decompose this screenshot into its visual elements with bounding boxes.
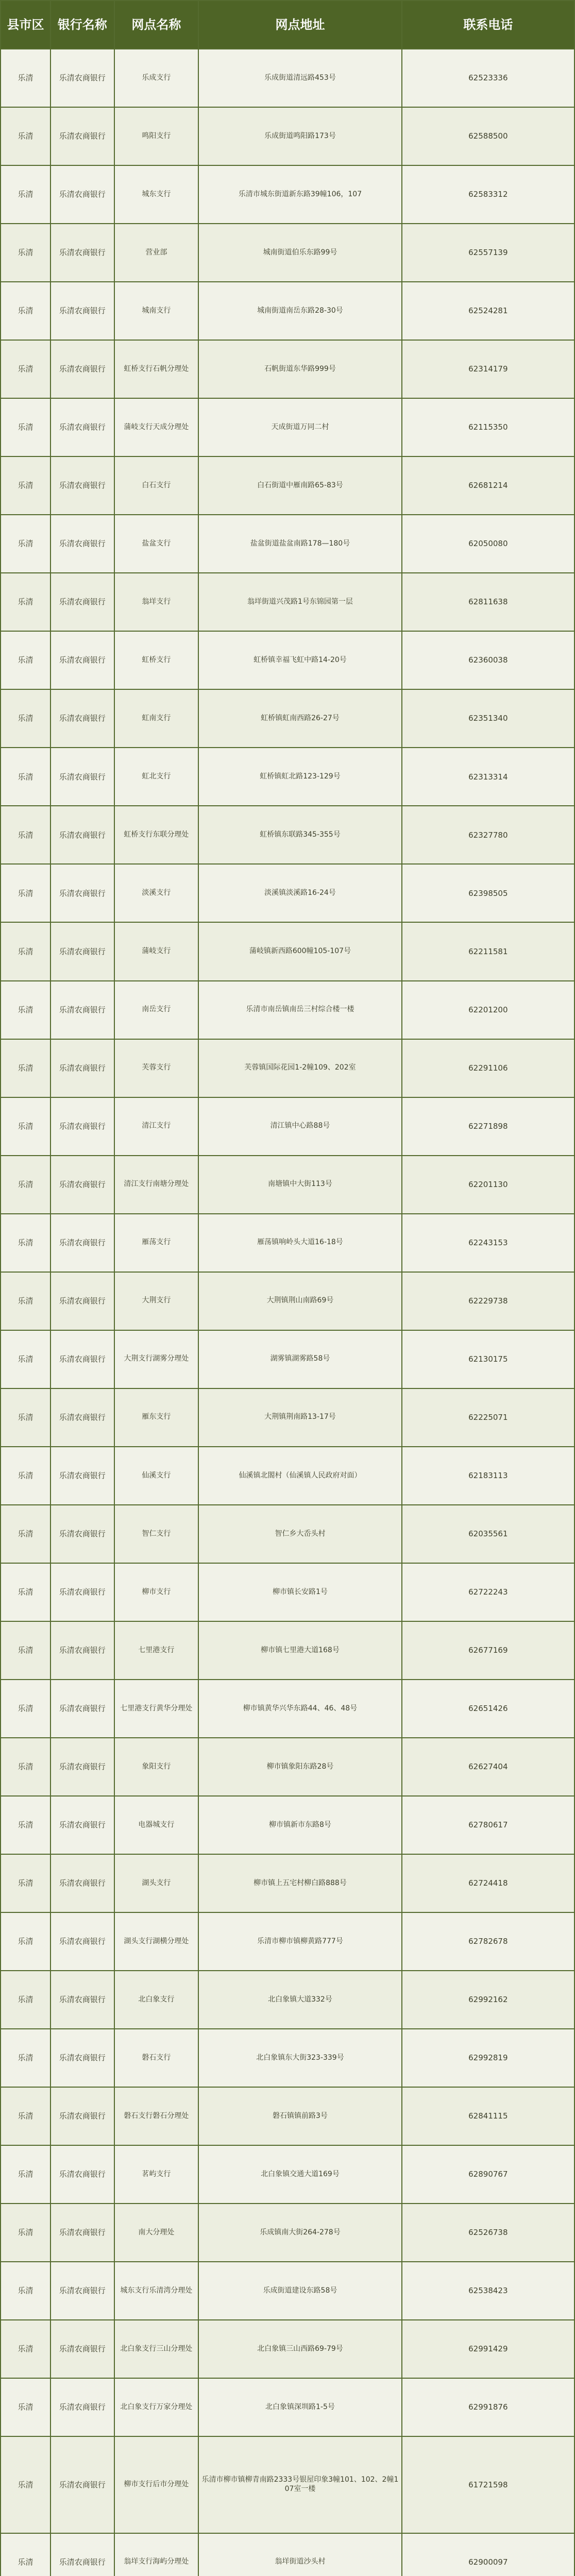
table-row <box>1 2145 574 2204</box>
cell-county: 乐清 <box>1 1039 50 1097</box>
cell-county: 乐清 <box>1 1447 50 1505</box>
cell-phone: 62991429 <box>402 2320 574 2378</box>
cell-branch: 北白象支行 <box>114 1971 199 2029</box>
table-header-row <box>1 1 574 49</box>
cell-bank: 乐清农商银行 <box>50 1214 114 1272</box>
cell-bank: 乐清农商银行 <box>50 2320 114 2378</box>
cell-branch: 电器城支行 <box>114 1796 199 1854</box>
table-row <box>1 282 574 340</box>
cell-county: 乐清 <box>1 1272 50 1330</box>
cell-county: 乐清 <box>1 2262 50 2320</box>
table-row <box>1 1854 574 1912</box>
table-row <box>1 2262 574 2320</box>
cell-county: 乐清 <box>1 1621 50 1680</box>
cell-address: 乐清市柳市镇柳黄路777号 <box>198 1912 401 1971</box>
cell-address: 城南街道伯乐东路99号 <box>198 224 401 282</box>
cell-address: 智仁乡大岙头村 <box>198 1505 401 1563</box>
table-row <box>1 1272 574 1330</box>
cell-bank: 乐清农商银行 <box>50 1563 114 1621</box>
cell-county: 乐清 <box>1 107 50 165</box>
table-row <box>1 1796 574 1854</box>
table-row <box>1 573 574 631</box>
cell-county: 乐清 <box>1 1680 50 1738</box>
cell-county: 乐清 <box>1 1505 50 1563</box>
cell-address: 芙蓉镇国际花园1-2幢109、202室 <box>198 1039 401 1097</box>
cell-address: 柳市镇上五宅村柳白路888号 <box>198 1854 401 1912</box>
cell-county: 乐清 <box>1 2204 50 2262</box>
cell-county: 乐清 <box>1 1388 50 1447</box>
cell-county: 乐清 <box>1 2029 50 2087</box>
header-address: 网点地址 <box>198 1 401 49</box>
cell-bank: 乐清农商银行 <box>50 2087 114 2145</box>
cell-phone: 62523336 <box>402 49 574 107</box>
cell-bank: 乐清农商银行 <box>50 1447 114 1505</box>
cell-bank: 乐清农商银行 <box>50 2378 114 2436</box>
cell-phone: 62991876 <box>402 2378 574 2436</box>
cell-branch: 大荆支行湖雾分理处 <box>114 1330 199 1388</box>
header-county: 县市区 <box>1 1 50 49</box>
cell-phone: 62841115 <box>402 2087 574 2145</box>
cell-phone: 62314179 <box>402 340 574 398</box>
cell-branch: 柳市支行 <box>114 1563 199 1621</box>
cell-bank: 乐清农商银行 <box>50 981 114 1039</box>
cell-bank: 乐清农商银行 <box>50 1505 114 1563</box>
cell-phone: 62035561 <box>402 1505 574 1563</box>
cell-county: 乐清 <box>1 2145 50 2204</box>
cell-phone: 62992819 <box>402 2029 574 2087</box>
cell-address: 乐成街道鸣阳路173号 <box>198 107 401 165</box>
cell-phone: 62351340 <box>402 689 574 748</box>
cell-phone: 62398505 <box>402 864 574 922</box>
cell-phone: 62183113 <box>402 1447 574 1505</box>
cell-county: 乐清 <box>1 49 50 107</box>
cell-branch: 智仁支行 <box>114 1505 199 1563</box>
cell-phone: 62538423 <box>402 2262 574 2320</box>
cell-county: 乐清 <box>1 922 50 980</box>
cell-address: 柳市镇七里港大道168号 <box>198 1621 401 1680</box>
cell-county: 乐清 <box>1 282 50 340</box>
cell-bank: 乐清农商银行 <box>50 1097 114 1156</box>
cell-address: 北白象镇大道332号 <box>198 1971 401 2029</box>
cell-address: 南塘镇中大街113号 <box>198 1156 401 1214</box>
cell-address: 乐清市柳市镇柳青南路2333号银屋印象3幢101、102、2幢107室一楼 <box>198 2436 401 2533</box>
cell-county: 乐清 <box>1 2533 50 2576</box>
table-row <box>1 456 574 515</box>
cell-address: 虹桥镇幸福飞虹中路14-20号 <box>198 631 401 689</box>
cell-county: 乐清 <box>1 748 50 806</box>
cell-branch: 白石支行 <box>114 456 199 515</box>
cell-phone: 62271898 <box>402 1097 574 1156</box>
cell-county: 乐清 <box>1 1796 50 1854</box>
cell-bank: 乐清农商银行 <box>50 1156 114 1214</box>
cell-branch: 城东支行乐清湾分理处 <box>114 2262 199 2320</box>
cell-branch: 城南支行 <box>114 282 199 340</box>
cell-branch: 磐石支行磐石分理处 <box>114 2087 199 2145</box>
cell-phone: 62583312 <box>402 165 574 224</box>
cell-county: 乐清 <box>1 2378 50 2436</box>
table-row <box>1 1330 574 1388</box>
cell-branch: 象阳支行 <box>114 1738 199 1796</box>
cell-phone: 62130175 <box>402 1330 574 1388</box>
cell-branch: 南岳支行 <box>114 981 199 1039</box>
cell-address: 乐成街道清远路453号 <box>198 49 401 107</box>
cell-county: 乐清 <box>1 165 50 224</box>
cell-county: 乐清 <box>1 1738 50 1796</box>
cell-bank: 乐清农商银行 <box>50 864 114 922</box>
cell-phone: 62992162 <box>402 1971 574 2029</box>
cell-branch: 翁垟支行海屿分理处 <box>114 2533 199 2576</box>
cell-branch: 雁荡支行 <box>114 1214 199 1272</box>
table-row <box>1 1971 574 2029</box>
cell-address: 大荆镇荆南路13-17号 <box>198 1388 401 1447</box>
cell-branch: 湖头支行湖横分理处 <box>114 1912 199 1971</box>
cell-address: 乐清市城东街道新东路39幢106，107 <box>198 165 401 224</box>
cell-address: 翁垟街道兴茂路1号东锦园第一层 <box>198 573 401 631</box>
cell-address: 北白象镇交通大道169号 <box>198 2145 401 2204</box>
cell-address: 虹桥镇虹南西路26-27号 <box>198 689 401 748</box>
header-branch: 网点名称 <box>114 1 199 49</box>
cell-phone: 62291106 <box>402 1039 574 1097</box>
table-row <box>1 107 574 165</box>
cell-address: 翁垟街道沙头村 <box>198 2533 401 2576</box>
cell-branch: 虹桥支行东联分理处 <box>114 806 199 864</box>
cell-bank: 乐清农商银行 <box>50 1796 114 1854</box>
cell-address: 城南街道南岳东路28-30号 <box>198 282 401 340</box>
cell-phone: 62201200 <box>402 981 574 1039</box>
cell-county: 乐清 <box>1 2087 50 2145</box>
cell-address: 乐清市南岳镇南岳三村综合楼一楼 <box>198 981 401 1039</box>
table-row <box>1 49 574 107</box>
cell-address: 乐成街道建设东路58号 <box>198 2262 401 2320</box>
cell-branch: 虹桥支行石帆分理处 <box>114 340 199 398</box>
cell-bank: 乐清农商银行 <box>50 2145 114 2204</box>
cell-county: 乐清 <box>1 631 50 689</box>
cell-county: 乐清 <box>1 1971 50 2029</box>
cell-phone: 62588500 <box>402 107 574 165</box>
cell-bank: 乐清农商银行 <box>50 2029 114 2087</box>
cell-address: 柳市镇长安路1号 <box>198 1563 401 1621</box>
cell-bank: 乐清农商银行 <box>50 1680 114 1738</box>
cell-address: 乐成镇南大街264-278号 <box>198 2204 401 2262</box>
cell-address: 大荆镇荆山南路69号 <box>198 1272 401 1330</box>
cell-bank: 乐清农商银行 <box>50 340 114 398</box>
cell-phone: 62327780 <box>402 806 574 864</box>
table-row <box>1 1097 574 1156</box>
cell-county: 乐清 <box>1 1214 50 1272</box>
cell-county: 乐清 <box>1 981 50 1039</box>
cell-county: 乐清 <box>1 515 50 573</box>
cell-county: 乐清 <box>1 864 50 922</box>
table-row <box>1 1680 574 1738</box>
cell-county: 乐清 <box>1 1330 50 1388</box>
cell-phone: 62524281 <box>402 282 574 340</box>
table-row <box>1 1388 574 1447</box>
cell-bank: 乐清农商银行 <box>50 1330 114 1388</box>
cell-branch: 虹北支行 <box>114 748 199 806</box>
table-row <box>1 224 574 282</box>
cell-branch: 虹南支行 <box>114 689 199 748</box>
cell-bank: 乐清农商银行 <box>50 224 114 282</box>
cell-county: 乐清 <box>1 806 50 864</box>
table-row <box>1 1447 574 1505</box>
table-row <box>1 864 574 922</box>
cell-address: 湖雾镇湖雾路58号 <box>198 1330 401 1388</box>
cell-bank: 乐清农商银行 <box>50 1854 114 1912</box>
table-row <box>1 1505 574 1563</box>
cell-bank: 乐清农商银行 <box>50 1621 114 1680</box>
cell-branch: 翁垟支行 <box>114 573 199 631</box>
cell-county: 乐清 <box>1 2320 50 2378</box>
table-row <box>1 398 574 456</box>
cell-branch: 大荆支行 <box>114 1272 199 1330</box>
cell-branch: 盐盆支行 <box>114 515 199 573</box>
cell-bank: 乐清农商银行 <box>50 1912 114 1971</box>
cell-branch: 柳市支行后市分理处 <box>114 2436 199 2533</box>
cell-bank: 乐清农商银行 <box>50 1039 114 1097</box>
cell-county: 乐清 <box>1 1156 50 1214</box>
cell-county: 乐清 <box>1 1912 50 1971</box>
cell-bank: 乐清农商银行 <box>50 107 114 165</box>
cell-address: 石帆街道东华路999号 <box>198 340 401 398</box>
table-row <box>1 689 574 748</box>
cell-phone: 62782678 <box>402 1912 574 1971</box>
table-row <box>1 981 574 1039</box>
cell-county: 乐清 <box>1 2436 50 2533</box>
cell-phone: 62627404 <box>402 1738 574 1796</box>
cell-address: 淡溪镇淡溪路16-24号 <box>198 864 401 922</box>
cell-bank: 乐清农商银行 <box>50 1738 114 1796</box>
table-row <box>1 515 574 573</box>
cell-branch: 清江支行南塘分理处 <box>114 1156 199 1214</box>
table-row <box>1 2436 574 2533</box>
cell-address: 虹桥镇虹北路123-129号 <box>198 748 401 806</box>
table-body <box>1 49 574 2576</box>
cell-bank: 乐清农商银行 <box>50 165 114 224</box>
cell-branch: 雁东支行 <box>114 1388 199 1447</box>
table-row <box>1 1214 574 1272</box>
cell-address: 磐石镇镇前路3号 <box>198 2087 401 2145</box>
cell-bank: 乐清农商银行 <box>50 2533 114 2576</box>
table-row <box>1 165 574 224</box>
cell-bank: 乐清农商银行 <box>50 748 114 806</box>
cell-branch: 蒲岐支行 <box>114 922 199 980</box>
cell-phone: 62050080 <box>402 515 574 573</box>
header-phone: 联系电话 <box>402 1 574 49</box>
cell-address: 清江镇中心路88号 <box>198 1097 401 1156</box>
cell-address: 北白象镇三山西路69-79号 <box>198 2320 401 2378</box>
cell-county: 乐清 <box>1 1097 50 1156</box>
cell-branch: 清江支行 <box>114 1097 199 1156</box>
cell-bank: 乐清农商银行 <box>50 689 114 748</box>
cell-bank: 乐清农商银行 <box>50 922 114 980</box>
cell-branch: 营业部 <box>114 224 199 282</box>
cell-phone: 62229738 <box>402 1272 574 1330</box>
cell-phone: 62724418 <box>402 1854 574 1912</box>
table-row <box>1 748 574 806</box>
table-row <box>1 1039 574 1097</box>
cell-address: 虹桥镇东联路345-355号 <box>198 806 401 864</box>
cell-phone: 62313314 <box>402 748 574 806</box>
cell-bank: 乐清农商银行 <box>50 49 114 107</box>
cell-branch: 城东支行 <box>114 165 199 224</box>
cell-county: 乐清 <box>1 456 50 515</box>
cell-county: 乐清 <box>1 224 50 282</box>
cell-branch: 蒲岐支行天成分理处 <box>114 398 199 456</box>
cell-phone: 62900097 <box>402 2533 574 2576</box>
cell-address: 仙溪镇北閤村（仙溪镇人民政府对面） <box>198 1447 401 1505</box>
cell-branch: 仙溪支行 <box>114 1447 199 1505</box>
cell-phone: 62681214 <box>402 456 574 515</box>
cell-county: 乐清 <box>1 573 50 631</box>
cell-address: 雁荡镇响岭头大道16-18号 <box>198 1214 401 1272</box>
table-row <box>1 922 574 980</box>
cell-branch: 湖头支行 <box>114 1854 199 1912</box>
cell-phone: 62225071 <box>402 1388 574 1447</box>
table-row <box>1 2533 574 2576</box>
cell-branch: 芙蓉支行 <box>114 1039 199 1097</box>
cell-branch: 七里港支行黄华分理处 <box>114 1680 199 1738</box>
cell-bank: 乐清农商银行 <box>50 573 114 631</box>
cell-bank: 乐清农商银行 <box>50 2204 114 2262</box>
cell-county: 乐清 <box>1 1854 50 1912</box>
table-row <box>1 2378 574 2436</box>
cell-address: 白石街道中雁南路65-83号 <box>198 456 401 515</box>
header-bank: 银行名称 <box>50 1 114 49</box>
table-row <box>1 2204 574 2262</box>
table-row <box>1 1156 574 1214</box>
table-row <box>1 1738 574 1796</box>
table-row <box>1 340 574 398</box>
cell-bank: 乐清农商银行 <box>50 806 114 864</box>
cell-branch: 鸣阳支行 <box>114 107 199 165</box>
cell-branch: 乐成支行 <box>114 49 199 107</box>
cell-phone: 62526738 <box>402 2204 574 2262</box>
cell-phone: 62243153 <box>402 1214 574 1272</box>
cell-phone: 62651426 <box>402 1680 574 1738</box>
cell-phone: 62677169 <box>402 1621 574 1680</box>
cell-bank: 乐清农商银行 <box>50 631 114 689</box>
cell-bank: 乐清农商银行 <box>50 398 114 456</box>
table-row <box>1 631 574 689</box>
cell-phone: 62201130 <box>402 1156 574 1214</box>
cell-branch: 茗屿支行 <box>114 2145 199 2204</box>
cell-branch: 虹桥支行 <box>114 631 199 689</box>
cell-phone: 62557139 <box>402 224 574 282</box>
cell-branch: 北白象支行万家分理处 <box>114 2378 199 2436</box>
cell-county: 乐清 <box>1 398 50 456</box>
cell-address: 北白象镇东大街323-339号 <box>198 2029 401 2087</box>
cell-branch: 磐石支行 <box>114 2029 199 2087</box>
table-row <box>1 2320 574 2378</box>
cell-address: 柳市镇新市东路8号 <box>198 1796 401 1854</box>
table-row <box>1 1621 574 1680</box>
cell-branch: 七里港支行 <box>114 1621 199 1680</box>
cell-county: 乐清 <box>1 1563 50 1621</box>
table-row <box>1 1563 574 1621</box>
cell-address: 天成街道万同二村 <box>198 398 401 456</box>
cell-phone: 62211581 <box>402 922 574 980</box>
table-row <box>1 806 574 864</box>
cell-branch: 南大分理处 <box>114 2204 199 2262</box>
cell-phone: 62811638 <box>402 573 574 631</box>
cell-address: 北白象镇深圳路1-5号 <box>198 2378 401 2436</box>
cell-bank: 乐清农商银行 <box>50 1388 114 1447</box>
cell-county: 乐清 <box>1 340 50 398</box>
cell-bank: 乐清农商银行 <box>50 515 114 573</box>
cell-branch: 淡溪支行 <box>114 864 199 922</box>
cell-bank: 乐清农商银行 <box>50 2436 114 2533</box>
cell-bank: 乐清农商银行 <box>50 456 114 515</box>
cell-bank: 乐清农商银行 <box>50 1971 114 2029</box>
cell-county: 乐清 <box>1 689 50 748</box>
cell-bank: 乐清农商银行 <box>50 1272 114 1330</box>
cell-address: 蒲岐镇新西路600幢105-107号 <box>198 922 401 980</box>
cell-branch: 北白象支行三山分理处 <box>114 2320 199 2378</box>
table-row <box>1 2087 574 2145</box>
cell-bank: 乐清农商银行 <box>50 282 114 340</box>
cell-phone: 62360038 <box>402 631 574 689</box>
cell-phone: 62722243 <box>402 1563 574 1621</box>
cell-phone: 62780617 <box>402 1796 574 1854</box>
cell-phone: 62115350 <box>402 398 574 456</box>
cell-bank: 乐清农商银行 <box>50 2262 114 2320</box>
cell-address: 柳市镇黄华兴华东路44、46、48号 <box>198 1680 401 1738</box>
cell-address: 柳市镇象阳东路28号 <box>198 1738 401 1796</box>
table-row <box>1 1912 574 1971</box>
cell-phone: 62890767 <box>402 2145 574 2204</box>
cell-phone: 61721598 <box>402 2436 574 2533</box>
cell-address: 盐盆街道盐盆南路178—180号 <box>198 515 401 573</box>
table-row <box>1 2029 574 2087</box>
